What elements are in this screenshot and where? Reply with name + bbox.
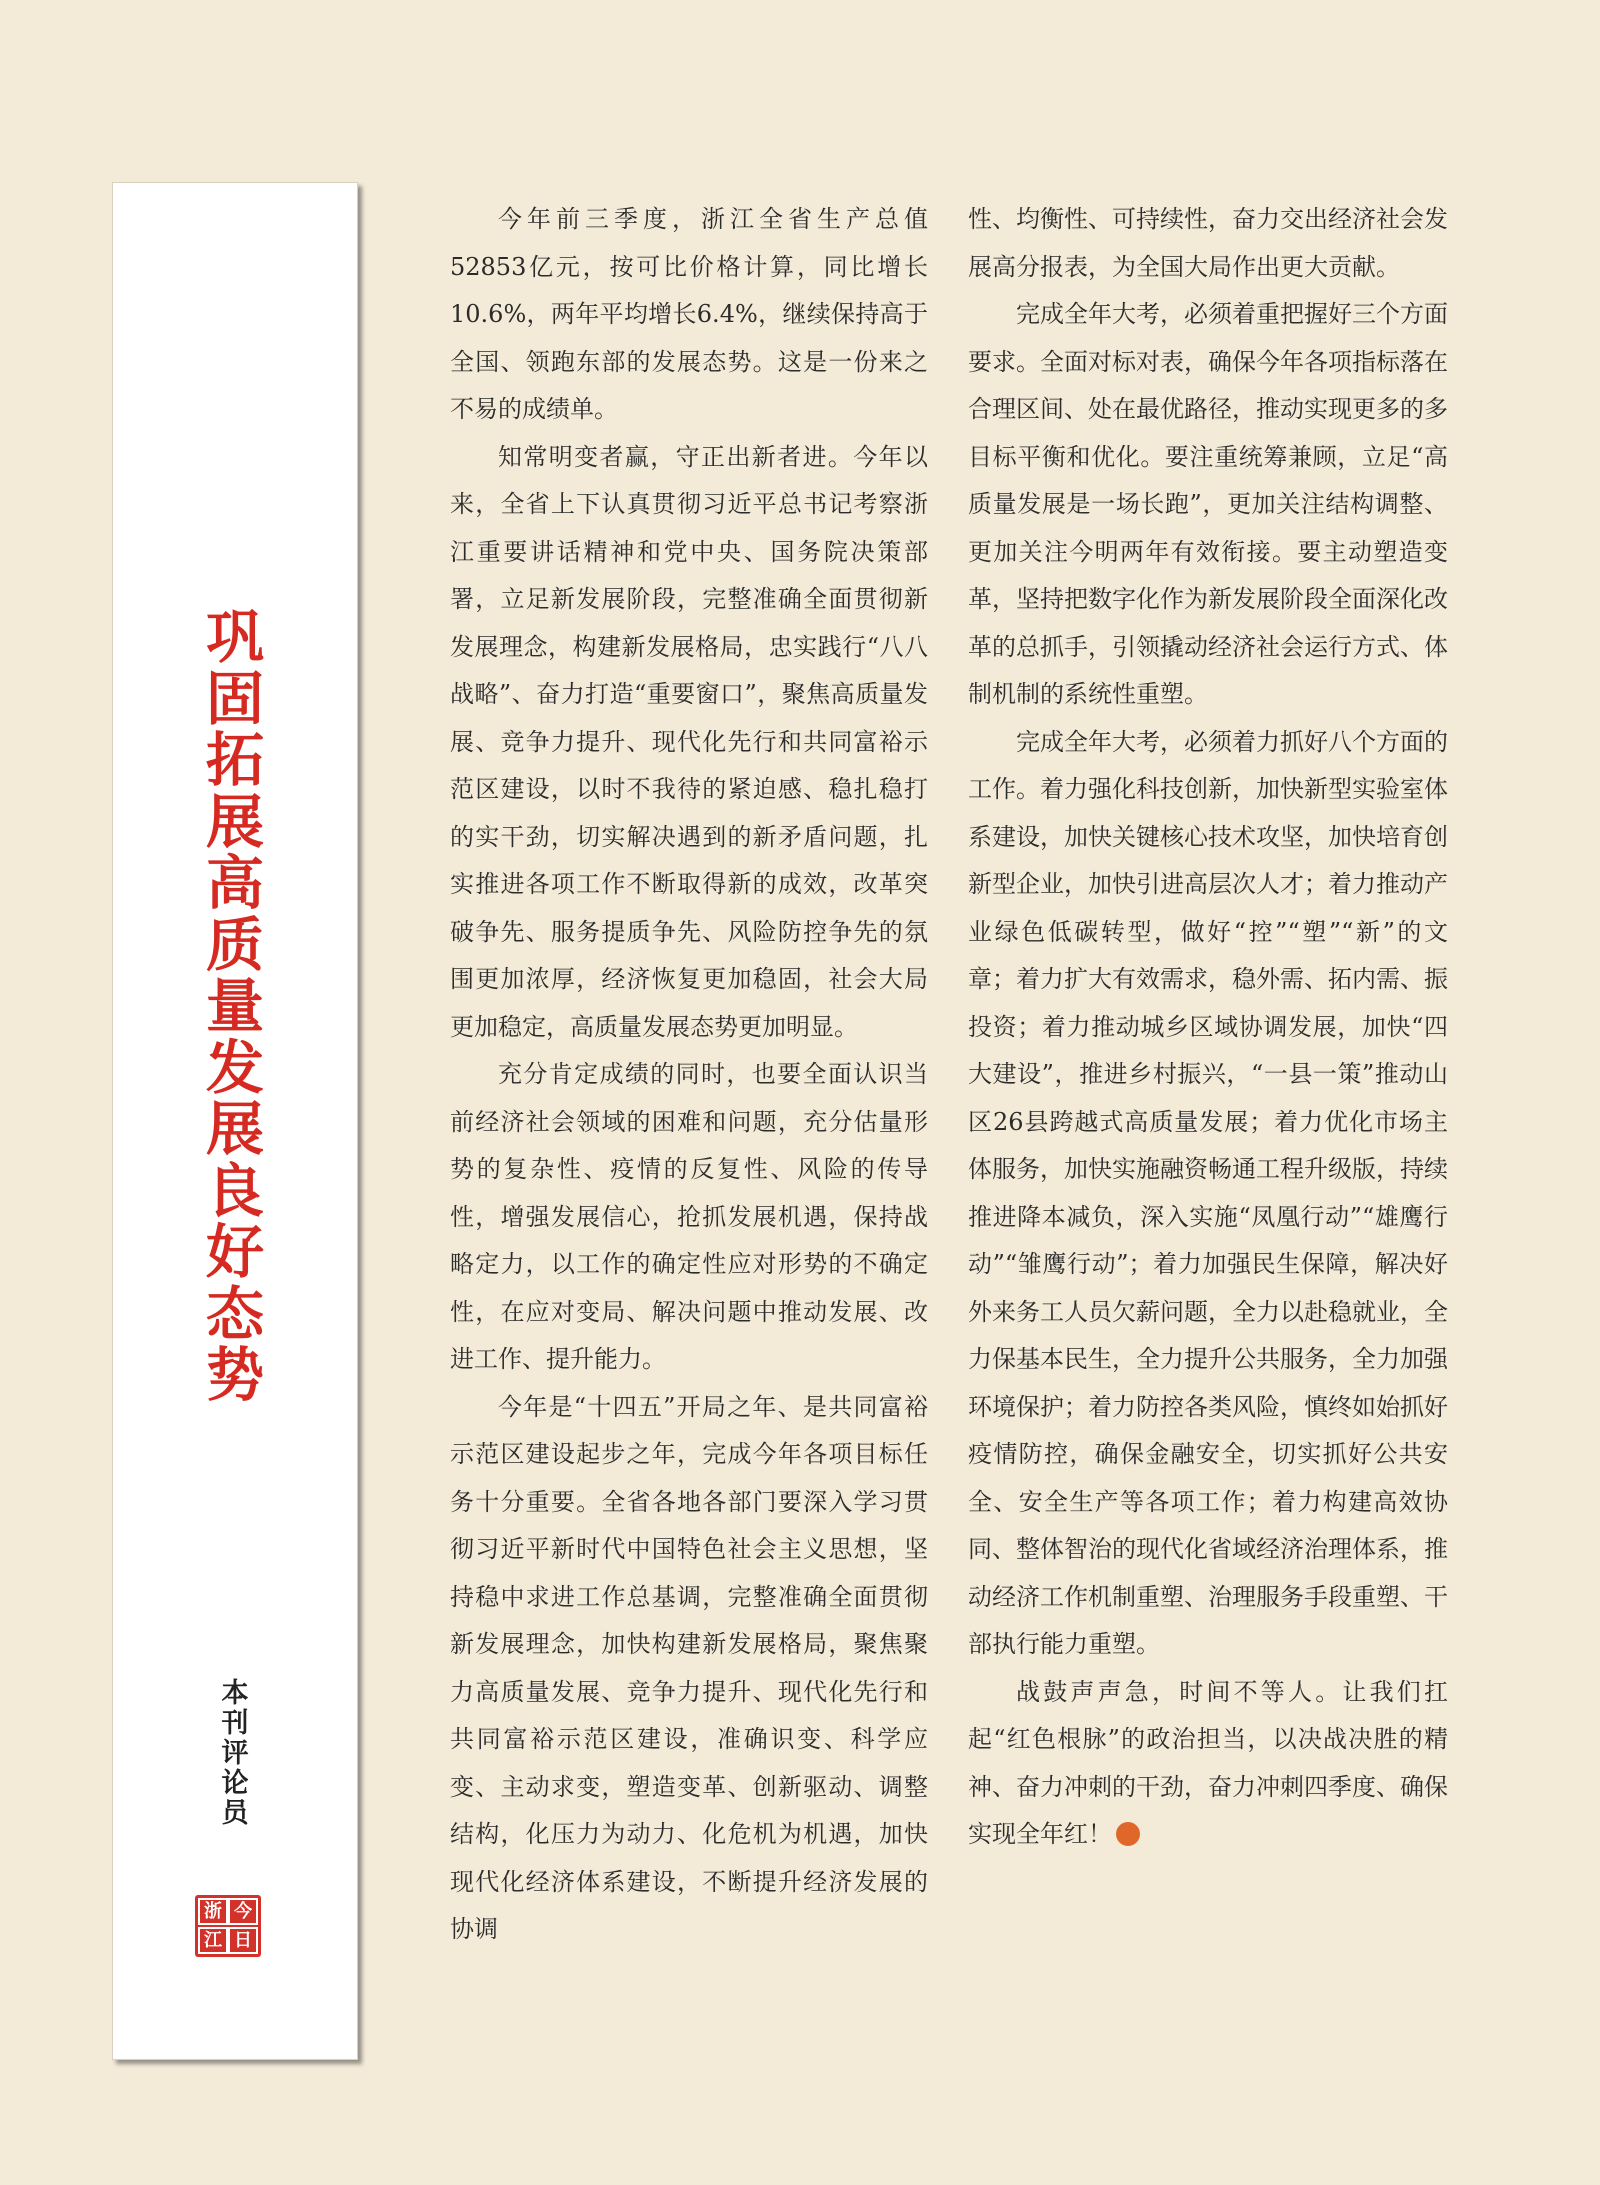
final-paragraph-text: 战鼓声声急，时间不等人。让我们扛起“红色根脉”的政治担当，以决战决胜的精神、奋力冲刺的干劲，奋力冲刺四季度、确保实现全年红！ (968, 1677, 1448, 1848)
paragraph-final (968, 1669, 1448, 1859)
headline-char: 高 (205, 849, 264, 917)
headline-char: 展 (205, 1095, 264, 1163)
title-card (112, 182, 358, 2060)
byline-char: 本 (221, 1678, 249, 1709)
paragraph-continuation: 性、均衡性、可持续性，奋力交出经济社会发展高分报表，为全国大局作出更大贡献。 (968, 205, 1448, 281)
byline-char: 评 (221, 1738, 249, 1769)
headline-char: 量 (205, 972, 264, 1040)
seal-char: 日 (234, 1930, 252, 1951)
paragraph: 完成全年大考，必须着重把握好三个方面要求。全面对标对表，确保今年各项指标落在合理区间、处在最优路径，推动实现更多的多目标平衡和优化。要注重统筹兼顾，立足“高质量发展是一场长跑”，更加关注结构调整、更加关注今明两年有效衔接。要主动塑造变革，坚持把数字化作为新发展阶段全面深化改革的总抓手，引领撬动经济社会运行方式、体制机制的系统性重塑。 (968, 300, 1448, 708)
paragraph: 知常明变者赢，守正出新者进。今年以来，全省上下认真贯彻习近平总书记考察浙江重要讲话精神和党中央、国务院决策部署，立足新发展阶段，完整准确全面贯彻新发展理念，构建新发展格局，忠实践行“八八战略”、奋力打造“重要窗口”，聚焦高质量发展、竞争力提升、现代化先行和共同富裕示范区建设，以时不我待的紧迫感、稳扎稳打的实干劲，切实解决遇到的新矛盾问题，扎实推进各项工作不断取得新的成效，改革突破争先、服务提质争先、风险防控争先的氛围更加浓厚，经济恢复更加稳固，社会大局更加稳定，高质量发展态势更加明显。 (450, 442, 928, 1041)
end-mark-icon (1116, 1822, 1140, 1846)
headline (113, 603, 357, 1409)
paragraph: 充分肯定成绩的同时，也要全面认识当前经济社会领域的困难和问题，充分估量形势的复杂性、疫情的反复性、风险的传导性，增强发展信心，抢抓发展机遇，保持战略定力，以工作的确定性应对形势的不确定性，在应对变局、解决问题中推动发展、改进工作、提升能力。 (450, 1060, 928, 1373)
byline-char: 论 (221, 1768, 249, 1799)
headline-char: 态 (205, 1279, 264, 1348)
article-column-right (968, 196, 1448, 1859)
seal-stamp (195, 1895, 261, 1957)
headline-char: 好 (205, 1218, 264, 1286)
headline-char: 固 (205, 664, 264, 733)
headline-char: 拓 (205, 726, 264, 794)
paragraph: 完成全年大考，必须着力抓好八个方面的工作。着力强化科技创新，加快新型实验室体系建设，加快关键核心技术攻坚，加快培育创新型企业，加快引进高层次人才；着力推动产业绿色低碳转型，做好“控”“塑”“新”的文章；着力扩大有效需求，稳外需、拓内需、振投资；着力推动城乡区域协调发展，加快“四大建设”，推进乡村振兴，“一县一策”推动山区26县跨越式高质量发展；着力优化市场主体服务，加快实施融资畅通工程升级版，持续推进降本减负，深入实施“凤凰行动”“雄鹰行动”“雏鹰行动”；着力加强民生保障，解决好外来务工人员欠薪问题，全力以赴稳就业，全力保基本民生，全力提升公共服务，全力加强环境保护；着力防控各类风险，慎终如始抓好疫情防控，确保金融安全，切实抓好公共安全、安全生产等各项工作；着力构建高效协同、整体智治的现代化省域经济治理体系，推动经济工作机制重塑、治理服务手段重塑、干部执行能力重塑。 (968, 727, 1448, 1658)
headline-char: 质 (205, 910, 264, 979)
seal-char: 浙 (204, 1901, 222, 1922)
paragraph: 今年是“十四五”开局之年、是共同富裕示范区建设起步之年，完成今年各项目标任务十分重要。全省各地各部门要深入学习贯彻习近平新时代中国特色社会主义思想，坚持稳中求进工作总基调，完整准确全面贯彻新发展理念，加快构建新发展格局，聚焦聚力高质量发展、竞争力提升、现代化先行和共同富裕示范区建设，准确识变、科学应变、主动求变，塑造变革、创新驱动、调整结构，化压力为动力、化危机为机遇，加快现代化经济体系建设，不断提升经济发展的协调 (450, 1392, 928, 1943)
byline-char: 刊 (221, 1708, 249, 1739)
headline-char: 发 (205, 1033, 264, 1102)
headline-char: 势 (205, 1341, 264, 1409)
seal-char: 江 (204, 1930, 222, 1951)
headline-char: 展 (205, 787, 264, 856)
byline (113, 1679, 357, 1829)
paragraph: 今年前三季度，浙江全省生产总值52853亿元，按可比价格计算，同比增长10.6%，两年平均增长6.4%，继续保持高于全国、领跑东部的发展态势。这是一份来之不易的成绩单。 (450, 205, 928, 423)
headline-char: 良 (205, 1156, 264, 1225)
byline-char: 员 (221, 1798, 249, 1829)
seal-char: 今 (234, 1901, 252, 1922)
article-column-left (450, 196, 928, 1954)
headline-char: 巩 (205, 603, 264, 671)
